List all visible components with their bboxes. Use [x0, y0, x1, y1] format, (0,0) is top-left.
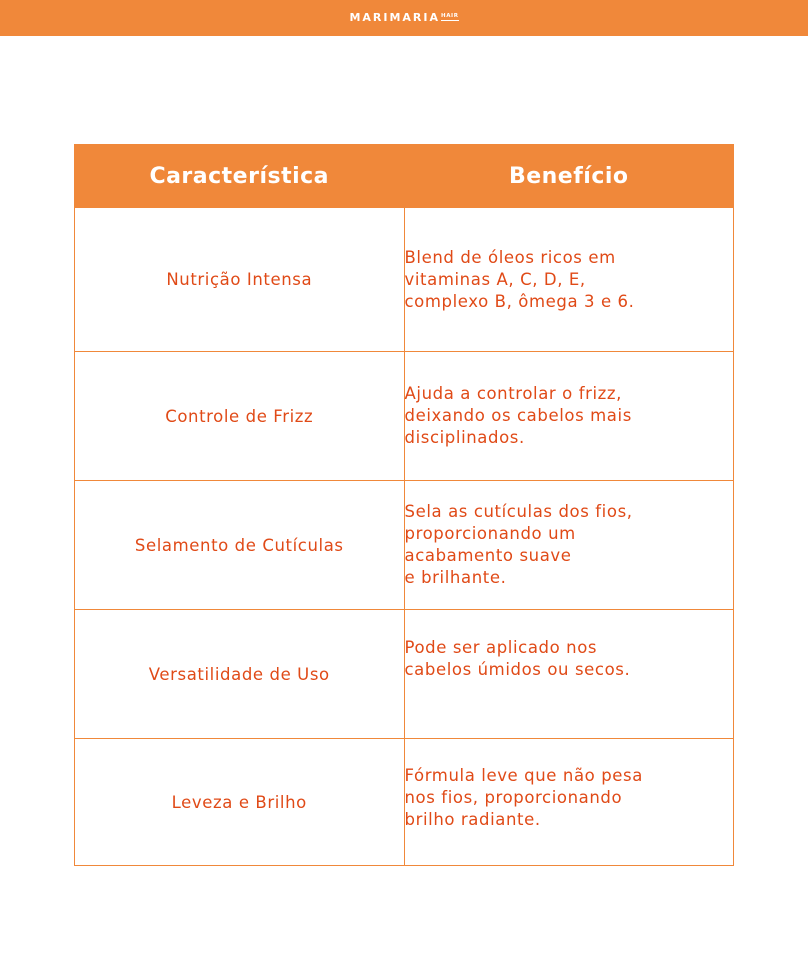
header-benefit: Benefício	[404, 145, 734, 208]
feature-table	[74, 144, 734, 866]
feature-cell: Controle de Frizz	[75, 352, 405, 481]
table-row	[75, 739, 734, 866]
table-row	[75, 208, 734, 352]
header-feature: Característica	[75, 145, 405, 208]
brand-logo	[349, 12, 458, 24]
benefit-cell: Fórmula leve que não pesa nos fios, proporcionando brilho radiante.	[404, 739, 734, 866]
benefit-cell: Ajuda a controlar o frizz, deixando os cabelos mais disciplinados.	[404, 352, 734, 481]
benefit-cell: Sela as cutículas dos fios, proporcionando um acabamento suave e brilhante.	[404, 481, 734, 610]
benefit-cell: Blend de óleos ricos em vitaminas A, C, D, E, complexo B, ômega 3 e 6.	[404, 208, 734, 352]
feature-cell: Versatilidade de Uso	[75, 610, 405, 739]
table-row	[75, 352, 734, 481]
feature-cell: Leveza e Brilho	[75, 739, 405, 866]
feature-cell: Nutrição Intensa	[75, 208, 405, 352]
feature-cell: Selamento de Cutículas	[75, 481, 405, 610]
table-header-row	[75, 145, 734, 208]
top-bar	[0, 0, 808, 36]
benefit-cell: Pode ser aplicado nos cabelos úmidos ou secos.	[404, 610, 734, 739]
brand-sub: HAIR	[441, 13, 459, 19]
table-row	[75, 610, 734, 739]
table-row	[75, 481, 734, 610]
brand-name: MARIMARIA	[349, 11, 440, 24]
